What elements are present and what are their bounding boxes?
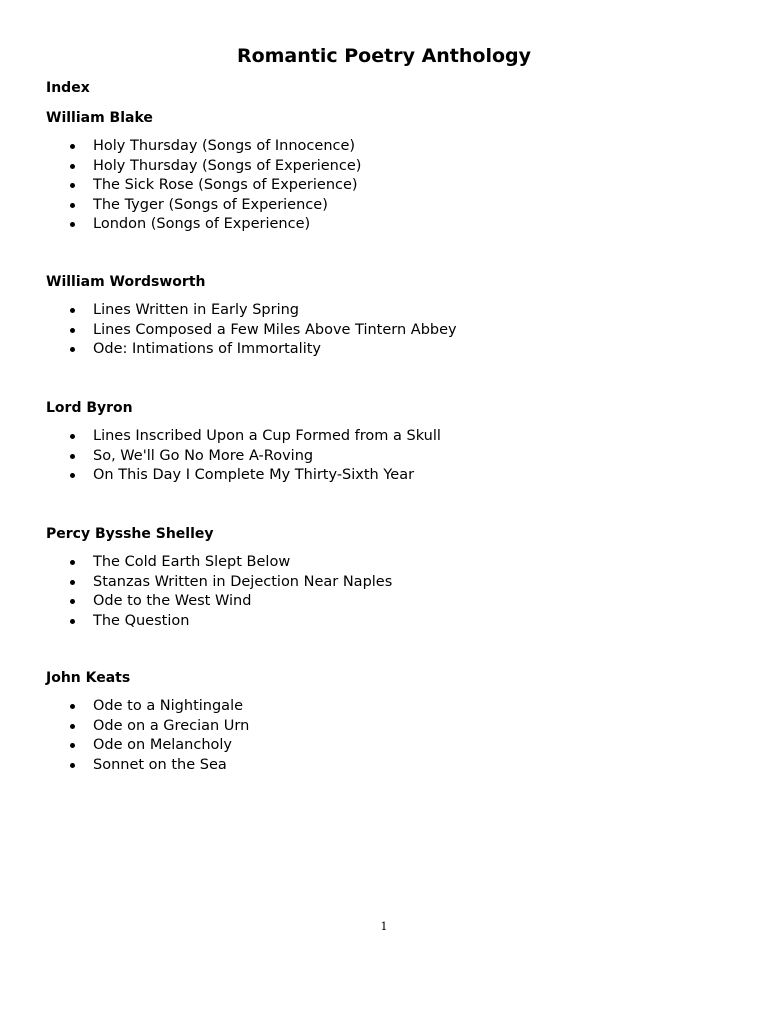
index-label: Index <box>46 80 90 96</box>
poem-title: Ode on a Grecian Urn <box>93 717 250 734</box>
poem-title: London (Songs of Experience) <box>93 216 311 232</box>
poem-list-item <box>46 340 726 360</box>
poem-title: The Tyger (Songs of Experience) <box>93 196 328 213</box>
bullet-icon <box>70 619 75 624</box>
poem-list-item <box>46 697 726 717</box>
poem-list-item <box>46 736 726 756</box>
poem-list-item <box>46 717 726 737</box>
poem-list-item <box>46 447 726 467</box>
poem-list-item <box>46 612 726 632</box>
poem-list-item <box>46 466 726 486</box>
page-number: 1 <box>380 920 388 933</box>
poem-list-item <box>46 321 726 341</box>
poem-list-item <box>46 137 726 157</box>
poem-title: So, We'll Go No More A-Roving <box>93 447 314 464</box>
bullet-icon <box>70 203 75 208</box>
poem-list <box>46 697 726 775</box>
poem-list-item <box>46 157 726 177</box>
poem-list-item <box>46 756 726 776</box>
poem-list-item <box>46 196 726 216</box>
bullet-icon <box>70 308 75 313</box>
page-title: Romantic Poetry Anthology <box>236 45 532 67</box>
bullet-icon <box>70 580 75 585</box>
bullet-icon <box>70 473 75 478</box>
poem-list <box>46 301 726 360</box>
poem-title: The Cold Earth Slept Below <box>93 554 291 570</box>
poem-title: Lines Written in Early Spring <box>93 302 299 318</box>
bullet-icon <box>70 144 75 149</box>
bullet-icon <box>70 164 75 169</box>
bullet-icon <box>70 347 75 352</box>
poem-list <box>46 137 726 235</box>
poet-heading: Lord Byron <box>46 400 133 416</box>
bullet-icon <box>70 704 75 709</box>
poem-list-item <box>46 301 726 321</box>
bullet-icon <box>70 183 75 188</box>
bullet-icon <box>70 454 75 459</box>
poem-title: Lines Composed a Few Miles Above Tintern Abbey <box>93 321 457 338</box>
poem-list-item <box>46 592 726 612</box>
poem-title: Holy Thursday (Songs of Experience) <box>93 157 362 174</box>
poet-section-blake <box>46 109 726 235</box>
poet-section-byron <box>46 399 726 486</box>
poem-title: The Question <box>93 612 190 629</box>
poem-title: Holy Thursday (Songs of Innocence) <box>93 138 356 154</box>
poet-section-keats <box>46 669 726 775</box>
poet-heading: William Wordsworth <box>46 274 206 290</box>
poem-list <box>46 553 726 631</box>
bullet-icon <box>70 222 75 227</box>
poem-list-item <box>46 573 726 593</box>
poem-list-item <box>46 176 726 196</box>
bullet-icon <box>70 743 75 748</box>
poem-title: Ode to the West Wind <box>93 593 252 609</box>
poem-title: Stanzas Written in Dejection Near Naples <box>93 573 393 590</box>
bullet-icon <box>70 599 75 604</box>
poem-title: Ode on Melancholy <box>93 737 232 753</box>
poem-list-item <box>46 553 726 573</box>
poem-list-item <box>46 215 726 235</box>
bullet-icon <box>70 434 75 439</box>
poem-title: Sonnet on the Sea <box>93 756 227 773</box>
poem-title: Ode: Intimations of Immortality <box>93 341 321 357</box>
bullet-icon <box>70 724 75 729</box>
bullet-icon <box>70 763 75 768</box>
poet-heading: John Keats <box>46 670 131 686</box>
poem-title: On This Day I Complete My Thirty-Sixth Year <box>93 467 415 483</box>
bullet-icon <box>70 328 75 333</box>
poet-section-wordsworth <box>46 273 726 360</box>
poet-heading: William Blake <box>46 110 153 126</box>
poem-title: The Sick Rose (Songs of Experience) <box>93 177 358 193</box>
poem-list-item <box>46 427 726 447</box>
poem-title: Ode to a Nightingale <box>93 698 244 714</box>
bullet-icon <box>70 560 75 565</box>
poet-heading: Percy Bysshe Shelley <box>46 526 214 542</box>
poem-title: Lines Inscribed Upon a Cup Formed from a Skull <box>93 428 441 444</box>
poet-section-shelley <box>46 525 726 631</box>
poem-list <box>46 427 726 486</box>
